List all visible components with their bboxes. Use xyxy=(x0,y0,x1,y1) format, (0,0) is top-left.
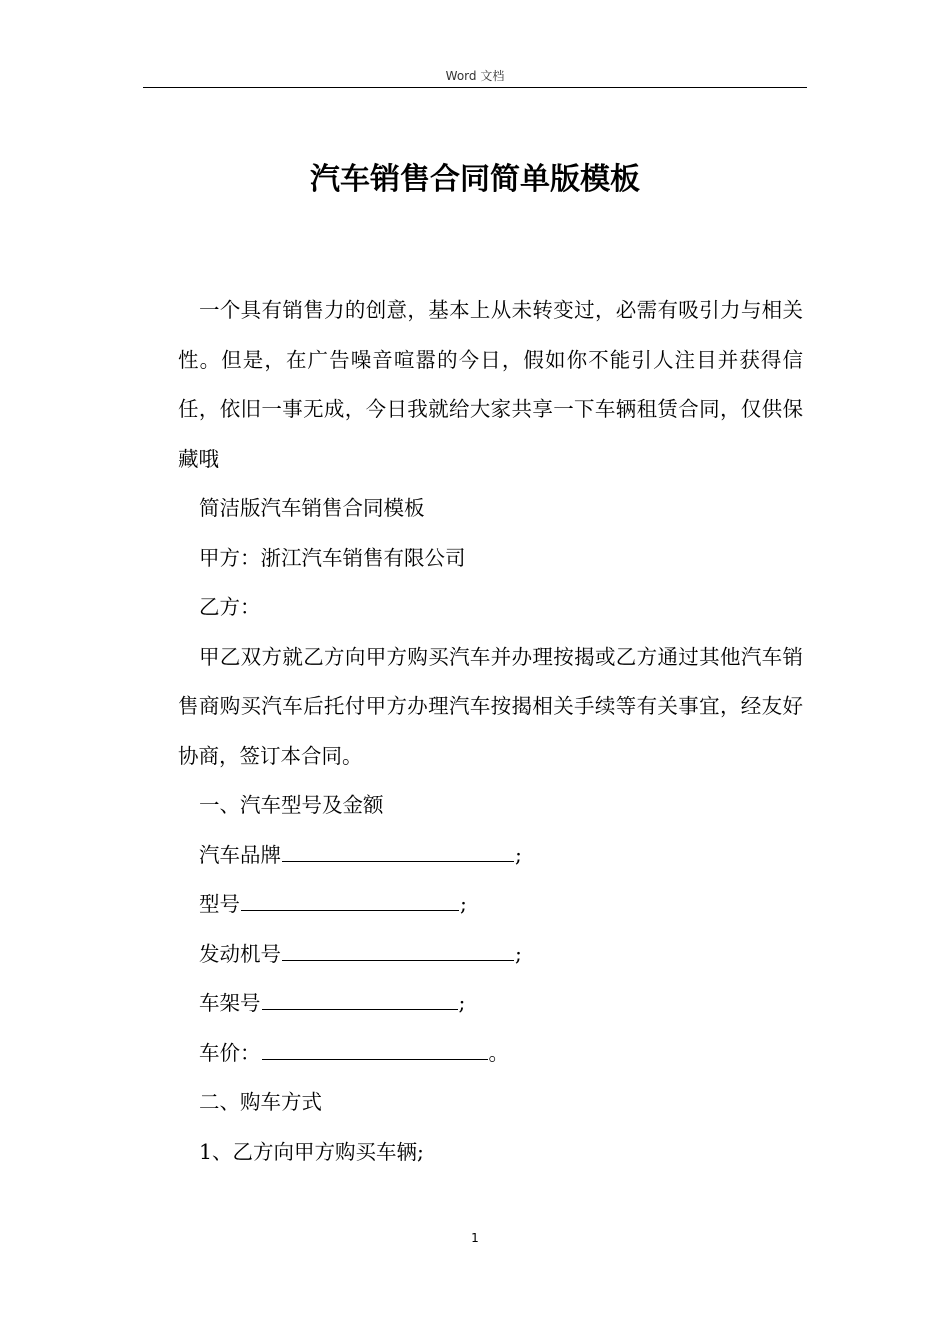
header-divider xyxy=(143,87,807,88)
field-car-price-end: 。 xyxy=(488,1040,509,1065)
party-a-line: 甲方：浙江汽车销售有限公司 xyxy=(199,545,466,570)
field-model xyxy=(178,880,803,930)
field-engine-number-label: 发动机号 xyxy=(199,941,281,966)
field-car-price xyxy=(178,1029,803,1079)
section-2-heading: 二、购车方式 xyxy=(199,1090,322,1114)
field-frame-number-label: 车架号 xyxy=(199,991,261,1015)
field-car-brand-end: ; xyxy=(515,842,522,867)
list-item-1: 1、乙方向甲方购买车辆; xyxy=(199,1139,424,1164)
field-model-end: ; xyxy=(460,892,467,916)
field-frame-number-end: ; xyxy=(458,991,466,1015)
party-b-line: 乙方： xyxy=(199,595,261,619)
engine-number-blank[interactable] xyxy=(282,938,514,961)
field-engine-number xyxy=(178,930,803,980)
field-frame-number xyxy=(178,979,803,1029)
template-subtitle: 简洁版汽车销售合同模板 xyxy=(199,496,425,520)
frame-number-blank[interactable] xyxy=(262,987,458,1010)
page-header: Word 文档 xyxy=(445,69,505,83)
document-title: 汽车销售合同简单版模板 xyxy=(310,162,640,197)
field-car-brand-label: 汽车品牌 xyxy=(199,842,281,867)
field-car-brand xyxy=(178,831,803,881)
document-body xyxy=(178,286,803,1177)
field-model-label: 型号 xyxy=(199,892,240,916)
field-engine-number-end: ; xyxy=(515,941,522,966)
car-brand-blank[interactable] xyxy=(282,839,514,862)
intro-paragraph: 一个具有销售力的创意，基本上从未转变过，必需有吸引力与相关性。但是，在广告噪音喧嚣的今日，假如你不能引人注目并获得信任，依旧一事无成，今日我就给大家共享一下车辆租赁合同，仅供保藏哦 xyxy=(178,298,803,471)
field-car-price-label: 车价： xyxy=(199,1040,261,1065)
model-blank[interactable] xyxy=(241,888,459,911)
agreement-paragraph: 甲乙双方就乙方向甲方购买汽车并办理按揭或乙方通过其他汽车销售商购买汽车后托付甲方办理汽车按揭相关手续等有关事宜，经友好协商，签订本合同。 xyxy=(178,644,803,768)
page-number: 1 xyxy=(471,1231,479,1245)
section-1-heading: 一、汽车型号及金额 xyxy=(199,793,384,817)
car-price-blank[interactable] xyxy=(262,1037,488,1060)
